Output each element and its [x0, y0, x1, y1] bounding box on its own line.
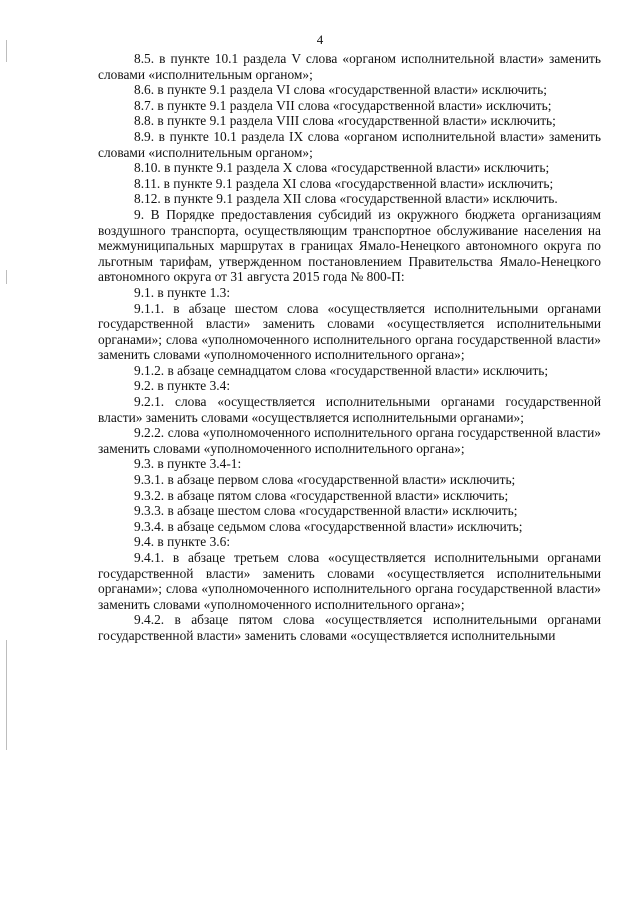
- paragraph-9-2: 9.2. в пункте 3.4:: [134, 378, 231, 394]
- paragraph-9-3-3: 9.3.3. в абзаце шестом слова «государственной власти» исключить;: [134, 503, 518, 519]
- paragraph-9: 9. В Порядке предоставления субсидий из окружного бюджета организациям воздушного транспорта, осуществляющим транспортное обслуживание населения на межмуниципальных маршрутах в границах Ямало-Ненецкого автономного округа по льготным тарифам, утвержденном постановлением Правительства Ямало-Ненецкого автономного округа от 31 августа 2015 года № 800-П:: [98, 206, 601, 285]
- paragraph-9-4-2: 9.4.2. в абзаце пятом слова «осуществляется исполнительными органами государственной власти» заменить словами «осуществляется исполнительными: [98, 612, 601, 643]
- paragraph-9-3: 9.3. в пункте 3.4-1:: [134, 456, 242, 472]
- paragraph-8-7: 8.7. в пункте 9.1 раздела VII слова «государственной власти» исключить;: [134, 97, 552, 113]
- page-number: 4: [316, 32, 324, 47]
- paragraph-8-8: 8.8. в пункте 9.1 раздела VIII слова «государственной власти» исключить;: [134, 113, 556, 129]
- paragraph-9-3-2: 9.3.2. в абзаце пятом слова «государственной власти» исключить;: [134, 487, 509, 503]
- paragraph-8-6: 8.6. в пункте 9.1 раздела VI слова «государственной власти» исключить;: [134, 82, 547, 98]
- paragraph-9-3-1: 9.3.1. в абзаце первом слова «государственной власти» исключить;: [134, 472, 516, 488]
- paragraph-9-1-2: 9.1.2. в абзаце семнадцатом слова «государственной власти» исключить;: [134, 362, 549, 378]
- paragraph-9-2-2: 9.2.2. слова «уполномоченного исполнительного органа государственной власти» заменить словами «уполномоченного исполнительного органа»;: [98, 425, 601, 456]
- document-body: [98, 51, 601, 644]
- paragraph-9-2-1: 9.2.1. слова «осуществляется исполнительными органами государственной власти» заменить словами «осуществляется исполнительными органами»;: [98, 394, 601, 425]
- paragraph-8-11: 8.11. в пункте 9.1 раздела XI слова «государственной власти» исключить;: [134, 175, 554, 191]
- paragraph-9-1: 9.1. в пункте 1.3:: [134, 284, 231, 300]
- paragraph-9-1-1: 9.1.1. в абзаце шестом слова «осуществляется исполнительными органами государственной власти» заменить словами «осуществляется исполнительными органами»; слова «уполномоченного исполнительного органа государственной власти» заменить словами «уполномоченного исполнительного органа»;: [98, 300, 601, 363]
- scan-margin-mark: [6, 640, 7, 750]
- paragraph-9-4-1: 9.4.1. в абзаце третьем слова «осуществляется исполнительными органами государственной власти» заменить словами «осуществляется исполнительными органами»; слова «уполномоченного исполнительного органа государственной власти» заменить словами «уполномоченного исполнительного органа»;: [98, 550, 601, 612]
- paragraph-8-9: 8.9. в пункте 10.1 раздела IX слова «органом исполнительной власти» заменить словами «исполнительным органом»;: [98, 128, 601, 160]
- paragraph-8-12: 8.12. в пункте 9.1 раздела XII слова «государственной власти» исключить.: [134, 191, 558, 207]
- scan-margin-mark: [6, 270, 7, 284]
- paragraph-8-10: 8.10. в пункте 9.1 раздела X слова «государственной власти» исключить;: [134, 160, 550, 176]
- paragraph-8-5: 8.5. в пункте 10.1 раздела V слова «органом исполнительной власти» заменить словами «исполнительным органом»;: [98, 51, 601, 82]
- paragraph-9-4: 9.4. в пункте 3.6:: [134, 534, 231, 550]
- paragraph-9-3-4: 9.3.4. в абзаце седьмом слова «государственной власти» исключить;: [134, 518, 523, 534]
